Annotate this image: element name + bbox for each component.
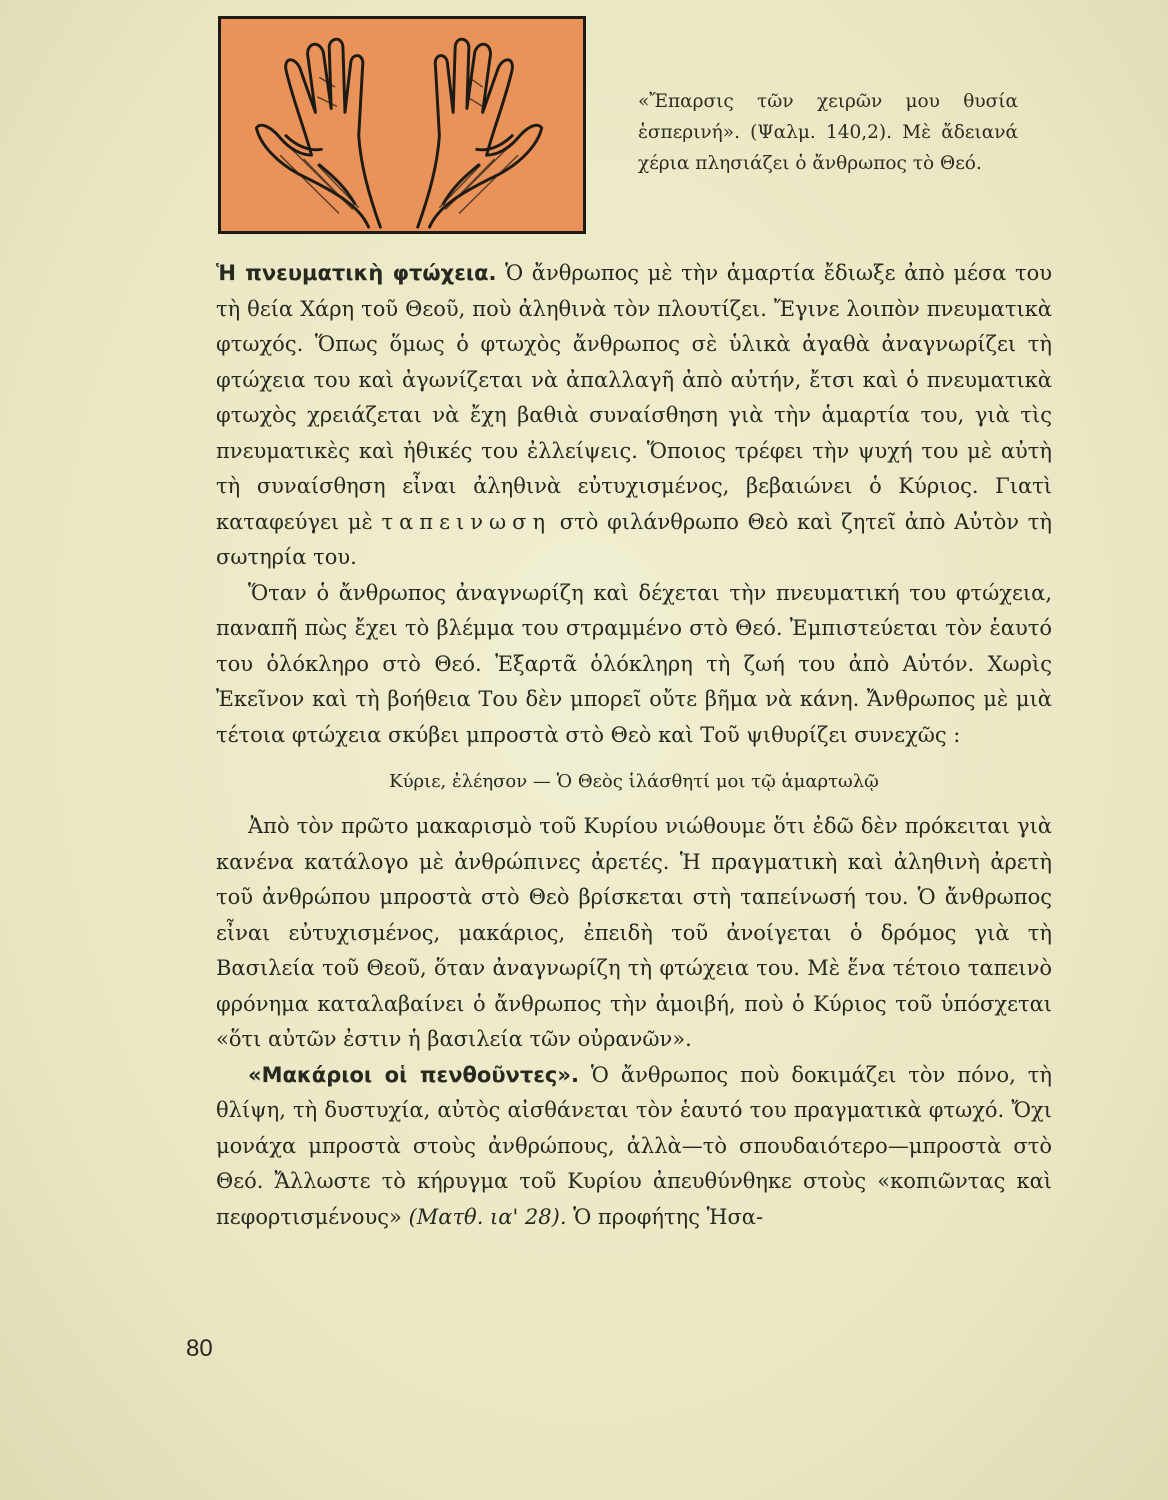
- page-number: 80: [186, 1335, 213, 1362]
- paragraph: [216, 256, 1052, 576]
- section-heading: «Μακάριοι οἱ πενθοῦντες».: [248, 1062, 579, 1087]
- paragraph-text: στὸ φιλάνθρωπο Θεὸ καὶ ζητεῖ ἀπὸ Αὐτὸν τὴ σωτηρία του.: [216, 509, 1052, 569]
- section-heading: Ἡ πνευματικὴ φτώχεια.: [216, 261, 497, 285]
- scripture-reference: (Ματθ. ια' 28).: [408, 1204, 567, 1229]
- raised-hands-illustration: [218, 16, 586, 234]
- main-text: [216, 256, 1052, 1235]
- paragraph: Ἀπὸ τὸν πρῶτο μακαρισμὸ τοῦ Κυρίου νιώθουμε ὅτι ἐδῶ δὲν πρόκειται γιὰ κανένα κατάλογο μὲ ἀνθρώπινες ἀρετές. Ἡ πραγματικὴ καὶ ἀληθινὴ ἀρετὴ τοῦ ἀνθρώπου μπροστὰ στὸ Θεὸ βρίσκεται στὴ ταπείνωσή του. Ὁ ἄνθρωπος εἶναι εὐτυχισμένος, μακάριος, ἐπειδὴ τοῦ ἀνοίγεται ὁ δρόμος γιὰ τὴ Βασιλεία τοῦ Θεοῦ, ὅταν ἀναγνωρίζη τὴ φτώχεια του. Μὲ ἕνα τέτοιο ταπεινὸ φρόνημα καταλαβαίνει ὁ ἄνθρωπος τὴν ἀμοιβή, ποὺ ὁ Κύριος τοῦ ὑπόσχεται «ὅτι αὐτῶν ἐστιν ἡ βασιλεία τῶν οὐρανῶν».: [216, 814, 1052, 1051]
- figure-caption: «Ἔπαρσις τῶν χειρῶν μου θυσία ἑσπερινή». (Ψαλμ. 140,2). Μὲ ἄδειανά χέρια πλησιάζει ὁ ἄνθρωπος τὸ Θεό.: [638, 91, 1018, 174]
- paragraph-text: Ὁ ἄνθρωπος μὲ τὴν ἁμαρτία ἔδιωξε ἀπὸ μέσα του τὴ θεία Χάρη τοῦ Θεοῦ, ποὺ ἀληθινὰ τὸν πλουτίζει. Ἔγινε λοιπὸν πνευματικὰ φτωχός. Ὅπως ὅμως ὁ φτωχὸς ἄνθρωπος σὲ ὑλικὰ ἀγαθὰ ἀναγνωρίζει τὴ φτώχεια του καὶ ἀγωνίζεται νὰ ἀπαλλαγῆ ἀπὸ αὐτήν, ἔτσι καὶ ὁ πνευματικὰ φτωχὸς χρειάζεται νὰ ἔχη βαθιὰ συναίσθηση γιὰ τὴν ἁμαρτία του, γιὰ τὶς πνευματικὲς καὶ ἠθικές του ἐλλείψεις. Ὅποιος τρέφει τὴν ψυχή του μὲ αὐτὴ τὴ συναίσθηση εἶναι ἀληθινὰ εὐτυχισμένος, βεβαιώνει ὁ Κύριος. Γιατὶ καταφεύγει μὲ: [216, 261, 1053, 534]
- paragraph: [216, 1058, 1052, 1236]
- paragraph-text: Ὁ ἄνθρωπος ποὺ δοκιμάζει τὸν πόνο, τὴ θλίψη, τὴ δυστυχία, αὐτὸς αἰσθάνεται τὸν ἑαυτό του πραγματικὰ φτωχό. Ὄχι μονάχα μπροστὰ στοὺς ἀνθρώπους, ἀλλὰ—τὸ σπουδαιότερο—μπροστὰ στὸ Θεό. Ἄλλωστε τὸ κήρυγμα τοῦ Κυρίου ἀπευθύνθηκε στοὺς «κοπιῶντας καὶ πεφορτισμένους»: [216, 1062, 1052, 1229]
- emphasized-word: ταπεινωση: [381, 509, 552, 534]
- paragraph: Ὅταν ὁ ἄνθρωπος ἀναγνωρίζη καὶ δέχεται τὴν πνευματική του φτώχεια, παναπῆ πὼς ἔχει τὸ βλέμμα του στραμμένο στὸ Θεό. Ἐμπιστεύεται τὸν ἑαυτό του ὁλόκληρο στὸ Θεό. Ἐξαρτᾶ ὁλόκληρη τὴ ζωή του ἀπὸ Αὐτόν. Χωρὶς Ἐκεῖνον καὶ τὴ βοήθεια Του δὲν μπορεῖ οὔτε βῆμα νὰ κάνη. Ἄνθρωπος μὲ μιὰ τέτοια φτώχεια σκύβει μπροστὰ στὸ Θεὸ καὶ Τοῦ ψιθυρίζει συνεχῶς :: [216, 580, 1052, 747]
- paragraph-text: Ὁ προφήτης Ἡσα-: [573, 1204, 764, 1229]
- prayer-line: Κύριε, ἐλέησον — Ὁ Θεὸς ἱλάσθητί μοι τῷ ἁμαρτωλῷ: [389, 771, 879, 792]
- raised-hands-icon: [221, 19, 583, 231]
